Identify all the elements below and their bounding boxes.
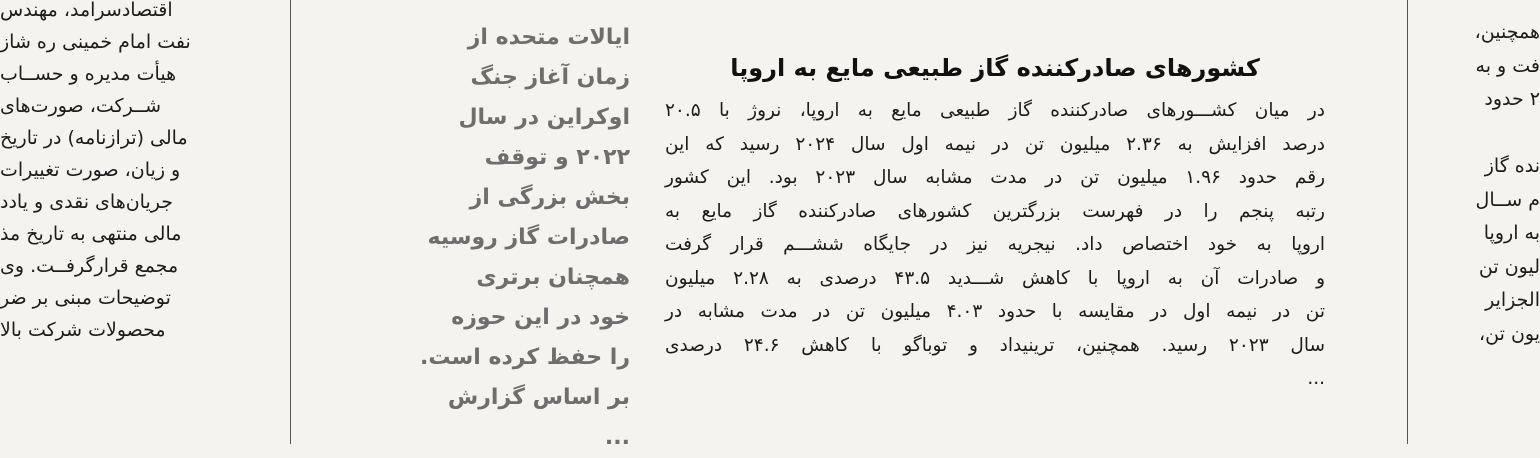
article-line: و صادرات آن به اروپا با کاهش شـــدید ۴۳.۵ درصدی به ۲.۲۸ میلیون: [665, 267, 1326, 289]
right-column-line: همچنین،: [1474, 21, 1540, 43]
pull-quote-line: بخش بزرگی از: [469, 185, 630, 210]
pull-quote-line: همچنان برتری: [476, 265, 630, 290]
left-column-line: هیأت مدیره و حســاب: [0, 63, 177, 85]
right-column-line: م ســال: [1475, 188, 1540, 211]
article-line: در میان کشـــورهای صادرکننده گاز طبیعی مایع به اروپا، نروژ با ۲۰.۵: [665, 100, 1325, 121]
right-column-line: لیون تن: [1478, 255, 1540, 278]
article-body: [665, 94, 1325, 444]
pull-quote-line: زمان آغاز جنگ: [470, 65, 630, 90]
right-column-line: نده گاز: [1484, 155, 1540, 177]
pull-quote-line: اوکراین در سال: [458, 105, 630, 130]
pull-quote: [398, 18, 630, 450]
left-column-line: جریان‌های نقدی و یادد: [0, 191, 173, 213]
article-headline: کشورهای صادرکننده گاز طبیعی مایع به اروپا: [730, 54, 1260, 82]
article-line: ...: [1307, 368, 1325, 389]
pull-quote-line: ۲۰۲۲ و توقف: [484, 145, 630, 170]
article-line: درصد افزایش به ۲.۳۶ میلیون تن در نیمه اول سال ۲۰۲۴ رسید که این: [665, 133, 1325, 155]
left-column-line: و زیان، صورت تغییرات: [0, 159, 181, 181]
right-column-line: [1340, 351, 1540, 385]
left-column-line: نفت امام خمینی ره شاز: [0, 31, 191, 53]
pull-quote-line: ایالات متحده از: [467, 25, 630, 50]
pull-quote-line: را حفظ کرده است.: [419, 345, 630, 370]
right-column-line: فت و به: [1475, 54, 1540, 77]
right-column-line: به اروپا: [1483, 222, 1540, 244]
pull-quote-line: خود در این حوزه: [451, 305, 630, 330]
right-column-line: ۲ حدود: [1484, 88, 1540, 110]
left-column: [0, 0, 290, 444]
left-column-line: مالی (ترازنامه) در تاریخ: [0, 127, 188, 149]
right-column: [1408, 0, 1540, 444]
article-line: تن در نیمه اول در مقایسه با حدود ۴.۰۳ میلیون تن در مدت مشابه در: [665, 301, 1326, 322]
left-column-line: اقتصادسرامد، مهندس: [0, 0, 173, 21]
article-line: رتبه پنجم را در فهرست بزرگترین کشورهای صادرکننده گاز مایع به: [665, 200, 1325, 222]
right-column-line: الجزایر: [1485, 289, 1540, 311]
left-column-line: محصولات شرکت بالا: [0, 319, 166, 341]
left-column-line: مالی منتهی به تاریخ مذ: [0, 223, 182, 245]
left-column-line: شــرکت، صورت‌های: [0, 95, 162, 117]
pull-quote-line: صادرات گاز روسیه: [427, 225, 630, 250]
right-column-line: [1340, 117, 1540, 151]
left-column-line: توضیحات مبنی بر ضر: [0, 287, 171, 309]
article-line: رقم حدود ۱.۹۶ میلیون تن در مدت مشابه سال ۲۰۲۳ بود. این کشور: [665, 167, 1326, 188]
article-line: اروپا به خود اختصاص داد. نیجریه نیز در جایگاه ششـــم قرار گرفت: [665, 234, 1325, 255]
pull-quote-line: ...: [604, 425, 630, 450]
article-line: سال ۲۰۲۳ رسید. همچنین، ترینیداد و توباگو با کاهش ۲۴.۶ درصدی: [665, 334, 1325, 356]
pull-quote-line: بر اساس گزارش: [447, 385, 630, 410]
left-column-line: مجمع قرارگرفــت. وی: [0, 255, 179, 277]
right-column-line: یون تن،: [1479, 322, 1540, 345]
